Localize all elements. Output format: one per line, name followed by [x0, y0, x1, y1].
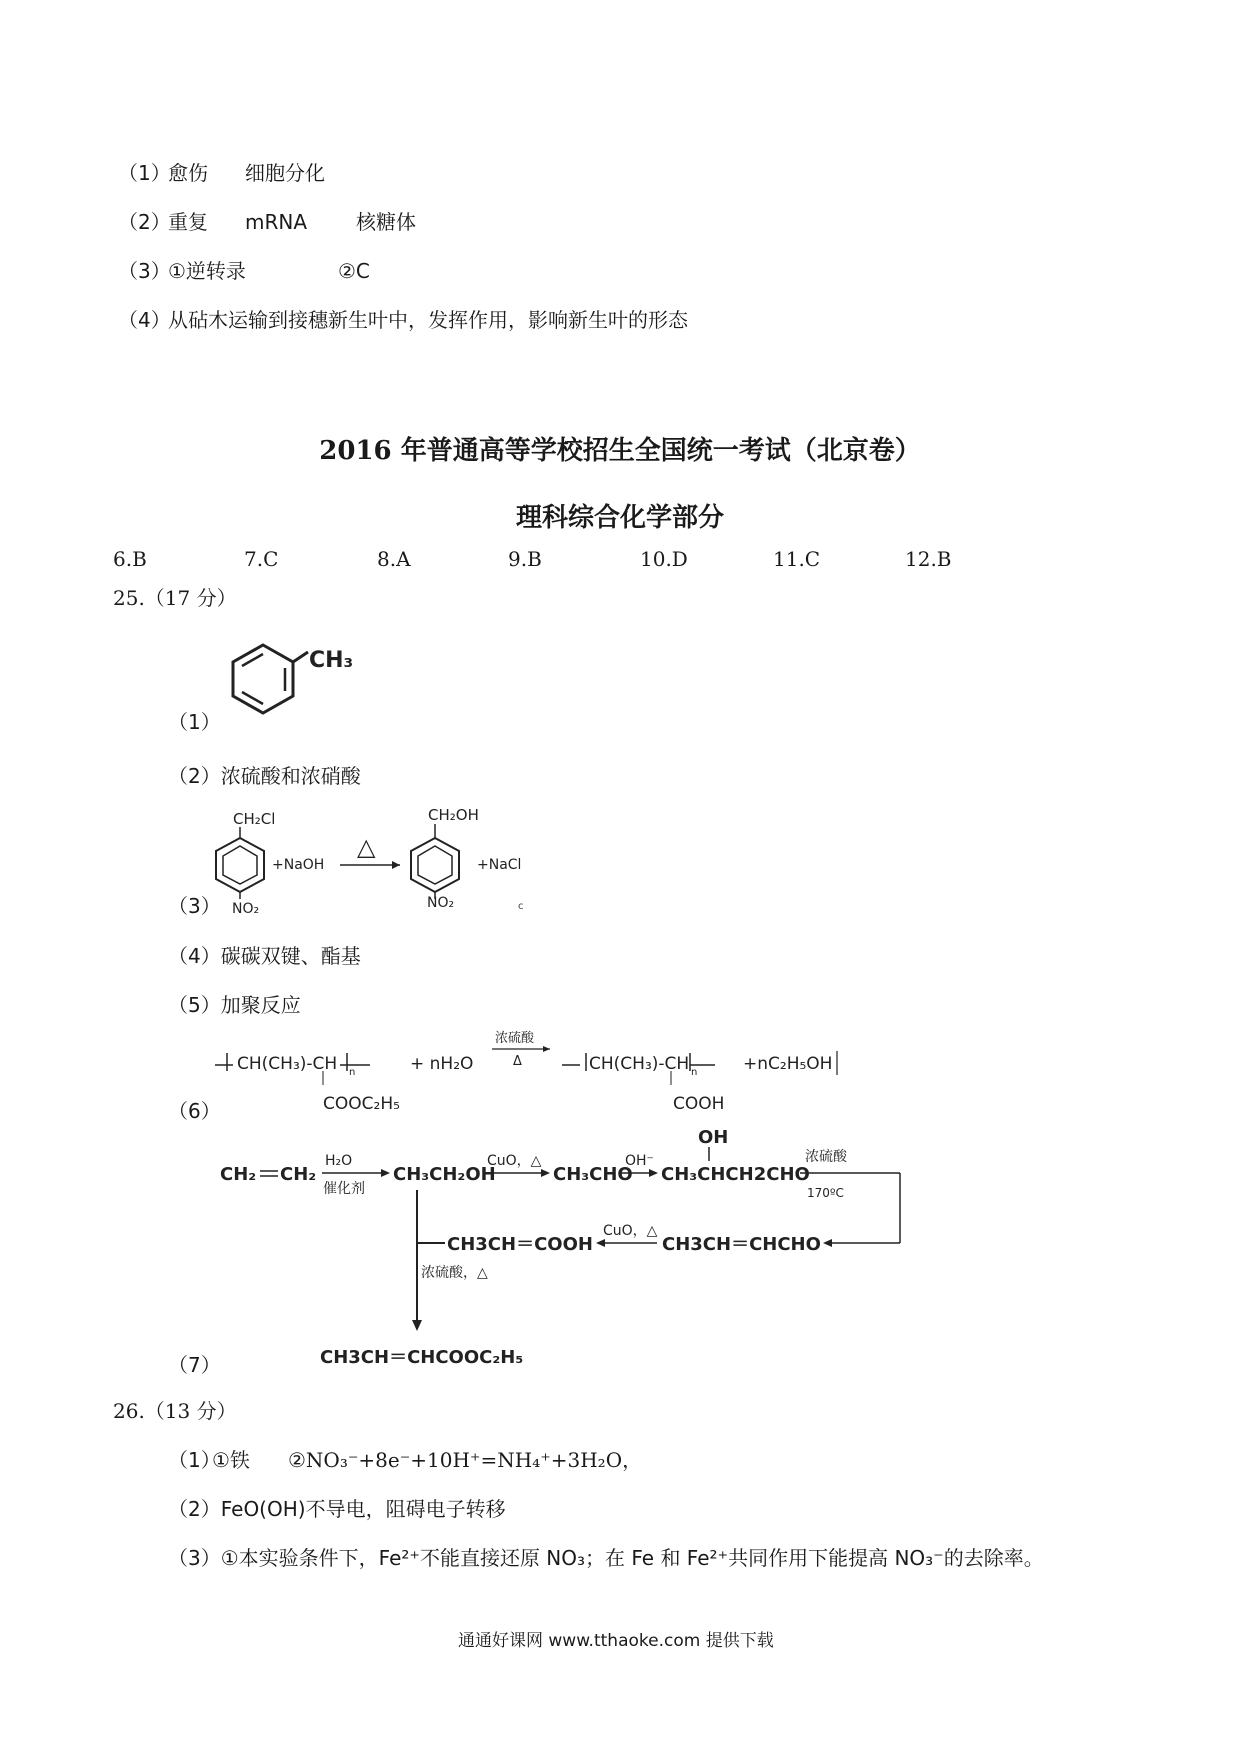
q25-part-2: （2）浓硫酸和浓硝酸: [168, 764, 361, 788]
answer-4-text: 从砧木运输到接穗新生叶中，发挥作用，影响新生叶的形态: [168, 308, 688, 332]
mc-answer: 9.B: [508, 547, 542, 571]
copper-oxide-reagent: CuO，△: [487, 1153, 542, 1169]
q25-part-1: （1）: [168, 710, 221, 734]
reactant-chain: CH(CH₃)-CH: [237, 1054, 338, 1074]
answer-3-number: （3）: [118, 259, 171, 283]
acid-group: COOH: [673, 1094, 725, 1114]
sodium-hydroxide: +NaOH: [272, 857, 325, 873]
mc-answer: 8.A: [377, 547, 411, 571]
acid-heat-reagent: 浓硫酸，△: [421, 1265, 488, 1281]
q25-part-7: （7）: [168, 1353, 221, 1377]
synthesis-route-diagram: [215, 1125, 915, 1370]
degree-n: n: [349, 1067, 356, 1078]
q25-part-6: （6）: [168, 1099, 221, 1123]
mc-answer: 11.C: [773, 547, 821, 571]
acid-catalyst: 浓硫酸: [495, 1031, 535, 1046]
nitro-label: NO₂: [427, 895, 455, 911]
exam-title: 2016 年普通高等学校招生全国统一考试（北京卷）: [319, 436, 921, 466]
q25-part-4: （4）碳碳双键、酯基: [168, 944, 361, 968]
answer-4-number: （4）: [118, 308, 171, 332]
mc-answer: 7.C: [244, 547, 279, 571]
product-chain: CH(CH₃)-CH: [589, 1054, 690, 1074]
q26-header: 26.（13 分）: [113, 1399, 237, 1423]
answer-2-part-c: 核糖体: [356, 210, 416, 234]
hydroxyl-group: OH: [698, 1127, 729, 1148]
ester-group: COOC₂H₅: [323, 1094, 400, 1114]
target-ester: CH3CH＝CHCOOC₂H₅: [320, 1347, 524, 1368]
ester-hydrolysis-equation: [205, 1025, 845, 1120]
sodium-chloride: +NaCl: [477, 857, 522, 873]
q25-header: 25.（17 分）: [113, 586, 237, 610]
acid-reagent: 浓硫酸: [805, 1149, 847, 1165]
hydroxymethyl-label: CH₂OH: [428, 806, 479, 824]
exam-subtitle: 理科综合化学部分: [515, 503, 724, 533]
water-reagent: H₂O: [325, 1153, 353, 1169]
crotonaldehyde: CH3CH＝CHCHO: [662, 1234, 821, 1255]
catalyst-label: 催化剂: [323, 1181, 365, 1197]
ethylene-right: CH₂: [280, 1164, 317, 1185]
methyl-label: CH₃: [309, 648, 354, 673]
aldol-product: CH₃CHCH2CHO: [661, 1164, 810, 1185]
crotonic-acid: CH3CH＝COOH: [447, 1234, 593, 1255]
degree-n: n: [691, 1067, 698, 1078]
nitro-label: NO₂: [232, 901, 260, 915]
footer-credit: 通通好课网 www.tthaoke.com 提供下载: [458, 1631, 774, 1651]
heat-symbol: △: [357, 833, 376, 861]
answer-2-number: （2）: [118, 210, 171, 234]
water-term: + nH₂O: [410, 1054, 474, 1074]
temperature-label: 170ºC: [807, 1186, 844, 1200]
answer-1-number: （1）: [118, 161, 171, 185]
acetaldehyde: CH₃CHO: [553, 1164, 633, 1185]
stray-mark: c: [518, 901, 524, 912]
answer-3-part-a: ①逆转录: [168, 259, 246, 283]
answer-2-part-b: mRNA: [245, 210, 308, 234]
heat-symbol: Δ: [513, 1054, 522, 1069]
ethanol: CH₃CH₂OH: [393, 1164, 496, 1185]
mc-answer: 12.B: [905, 547, 952, 571]
answer-3-part-b: ②C: [338, 259, 370, 283]
answer-1-part-a: 愈伤: [168, 161, 208, 185]
q26-part-3: （3）①本实验条件下，Fe²⁺不能直接还原 NO₃；在 Fe 和 Fe²⁺共同作用下能提高 NO₃⁻的去除率。: [168, 1546, 1044, 1570]
mc-answer: 10.D: [640, 547, 688, 571]
hydroxide-reagent: OH⁻: [625, 1153, 654, 1169]
ethanol-term: +nC₂H₅OH: [743, 1054, 833, 1074]
q26-part-1-a: ①铁: [212, 1448, 250, 1472]
nitrobenzyl-hydrolysis-equation: [200, 805, 540, 915]
mc-answer: 6.B: [113, 547, 147, 571]
toluene-structure: [220, 635, 360, 730]
q25-part-5: （5）加聚反应: [168, 993, 301, 1017]
q25-part-3: （3）: [168, 894, 221, 918]
answer-2-part-a: 重复: [168, 210, 208, 234]
ethylene-left: CH₂: [220, 1164, 257, 1185]
q26-part-2: （2）FeO(OH)不导电，阻碍电子转移: [168, 1497, 506, 1521]
chloromethyl-label: CH₂Cl: [233, 810, 276, 828]
copper-oxide-reagent: CuO，△: [603, 1223, 658, 1239]
q26-part-1-number: （1）: [168, 1448, 221, 1472]
answer-1-part-b: 细胞分化: [245, 161, 325, 185]
q26-part-1-b: ②NO₃⁻+8e⁻+10H⁺=NH₄⁺+3H₂O，: [288, 1448, 643, 1472]
